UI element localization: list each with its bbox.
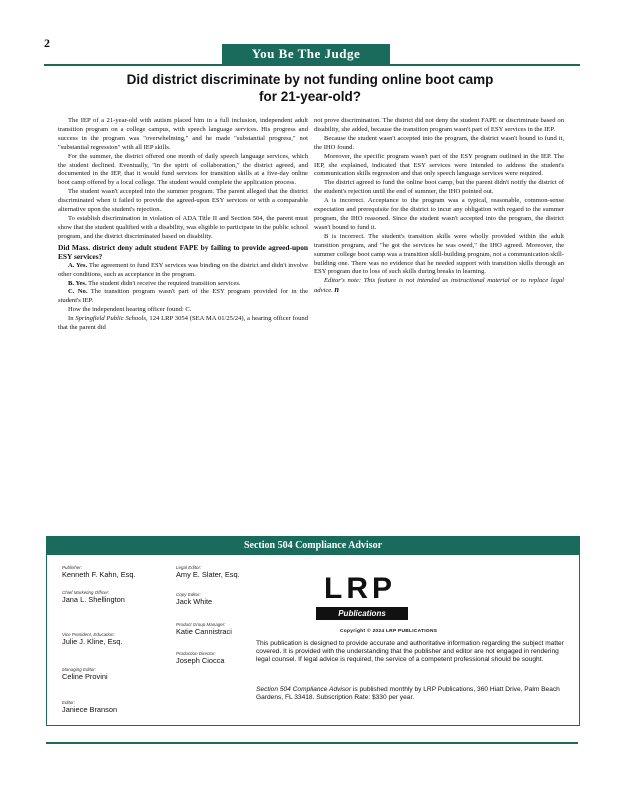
option-a	[58, 262, 308, 280]
option-c-text: The transition program wasn't part of the ESY program provided for in the student's IEP.	[58, 288, 308, 305]
logo-subtitle: Publications	[316, 607, 408, 620]
staff-editor: Editor: Janiece Branson	[62, 700, 118, 714]
staff-vp-education: Vice President, Education: Julie J. Kline, Esq.	[62, 632, 123, 646]
headline-line-1: Did district discriminate by not funding online boot camp	[126, 72, 494, 87]
option-c	[58, 288, 308, 306]
paragraph: To establish discrimination in violation of ADA Title II and Section 504, the parent must show that the student qualified with a disability, was eligible to participate in the public school program, and the district discriminated based on disability.	[58, 214, 308, 240]
paragraph: The district agreed to fund the online boot camp, but the parent didn't notify the district of the student's rejection until the end of summer, the IHO pointed out.	[314, 179, 564, 196]
article-column-right	[314, 117, 564, 296]
citation: In Springfield Public Schools, 124 LRP 3054 (SEA MA 01/25/24), a hearing officer found that the parent did	[58, 315, 308, 332]
staff-product-group-manager: Product Group Manager: Katie Cannistraci	[176, 622, 232, 636]
publication-details: is published monthly by LRP Publications, 360 Hiatt Drive, Palm Beach Gardens, FL 33418. Subscription Rate: $330 per year.	[256, 686, 560, 702]
option-b-text: The student didn't receive the required transition services.	[88, 279, 241, 287]
end-mark: n	[334, 285, 339, 295]
publication-info	[256, 686, 568, 702]
lrp-logo	[306, 573, 414, 623]
paragraph: not prove discrimination. The district did not deny the student FAPE or discriminate based on disability, she added, because the transition program wasn't part of ESY services in the IEP.	[314, 117, 564, 133]
logo-wordmark: LRP	[324, 572, 396, 605]
paragraph: For the summer, the district offered one month of daily speech language services, which the student declined. Eventually, "in the spirit of collaboration," the district agreed, and documented in the IEP, that it would fund services for transition skills at a five-day online boot camp offered by a local college. The student would complete the application process.	[58, 152, 308, 187]
staff-legal-editor: Legal Editor: Amy E. Slater, Esq.	[176, 565, 240, 579]
finding: How the independent hearing officer found: C.	[68, 306, 192, 314]
header-rule	[44, 64, 580, 66]
staff-publisher: Publisher: Kenneth F. Kahn, Esq.	[62, 565, 136, 579]
staff-managing-editor: Managing Editor: Celine Provini	[62, 667, 108, 681]
staff-production-director: Production Director: Joseph Ciocca	[176, 651, 225, 665]
option-a-label: A. Yes.	[68, 261, 88, 269]
section-header: You Be The Judge	[222, 44, 390, 64]
article-column-left	[58, 117, 308, 333]
paragraph: B is incorrect. The student's transition skills were wholly provided within the adult transition program, and "he got the services he was owed," the IHO agreed. Moreover, the summer college boot camp was a transition skill-building program, not a communication skill-building one. There was no evidence that he needed support with transition skills through an ESY program due to loss of such skills during breaks in learning.	[314, 232, 564, 276]
paragraph: Moreover, the specific program wasn't part of the ESY program outlined in the IEP. The IEP, she explained, indicated that ESY services were intended to address the student's communication skills regression and that only speech language services were required.	[314, 152, 564, 178]
masthead-title: Section 504 Compliance Advisor	[47, 537, 579, 555]
staff-cmo: Chief Marketing Officer: Jana L. Shellington	[62, 590, 125, 604]
option-c-label: C. No.	[68, 288, 88, 296]
disclaimer-text: This publication is designed to provide accurate and authoritative information regarding the subject matter covered. It is provided with the understanding that the publisher and editor are not engaged in rendering legal counsel. If legal advice is required, the service of a competent professional should be sought.	[256, 640, 564, 664]
option-a-text: The agreement to fund ESY services was binding on the district and didn't involve other conditions, such as acceptance in the program.	[58, 261, 308, 278]
question-heading: Did Mass. district deny adult student FAPE by failing to provide agreed-upon ESY services?	[58, 242, 308, 261]
option-b	[58, 280, 308, 289]
staff-copy-editor: Copy Editor: Jack White	[176, 592, 213, 606]
editors-note: Editor's note: This feature is not intended as instructional material or to replace legal advice. n	[314, 277, 564, 295]
paragraph: The student wasn't accepted into the summer program. The parent alleged that the district discriminated when it failed to provide the agreed-upon ESY services or with a comparable alternative upon the student's rejection.	[58, 188, 308, 214]
case-name: Springfield Public Schools	[75, 315, 146, 323]
paragraph: Because the student wasn't accepted into the program, the district wasn't bound to fund it, the IHO found.	[314, 134, 564, 151]
copyright-notice: Copyright © 2024 LRP PUBLICATIONS	[340, 629, 438, 634]
headline-line-2: for 21-year-old?	[258, 89, 362, 104]
article-headline	[60, 71, 560, 105]
paragraph: A is incorrect. Acceptance to the program was a typical, reasonable, common-sense expectation and prerequisite for the district to incur any obligation with regard to the summer program, the IHO reasoned. Since the student wasn't accepted into the program, the district wasn't bound to fund it.	[314, 197, 564, 231]
option-b-label: B. Yes.	[68, 279, 87, 287]
paragraph: The IEP of a 21-year-old with autism placed him in a full inclusion, independent adult transition program on a college campus, with speech language services. His progress and success in the program was "overwhelming," and he made "substantial progress," not "substantial regression" with all IEP skills.	[58, 117, 308, 151]
page-number: 2	[44, 36, 50, 50]
footer-rule	[46, 742, 578, 744]
publication-title: Section 504 Compliance Advisor	[256, 686, 352, 693]
